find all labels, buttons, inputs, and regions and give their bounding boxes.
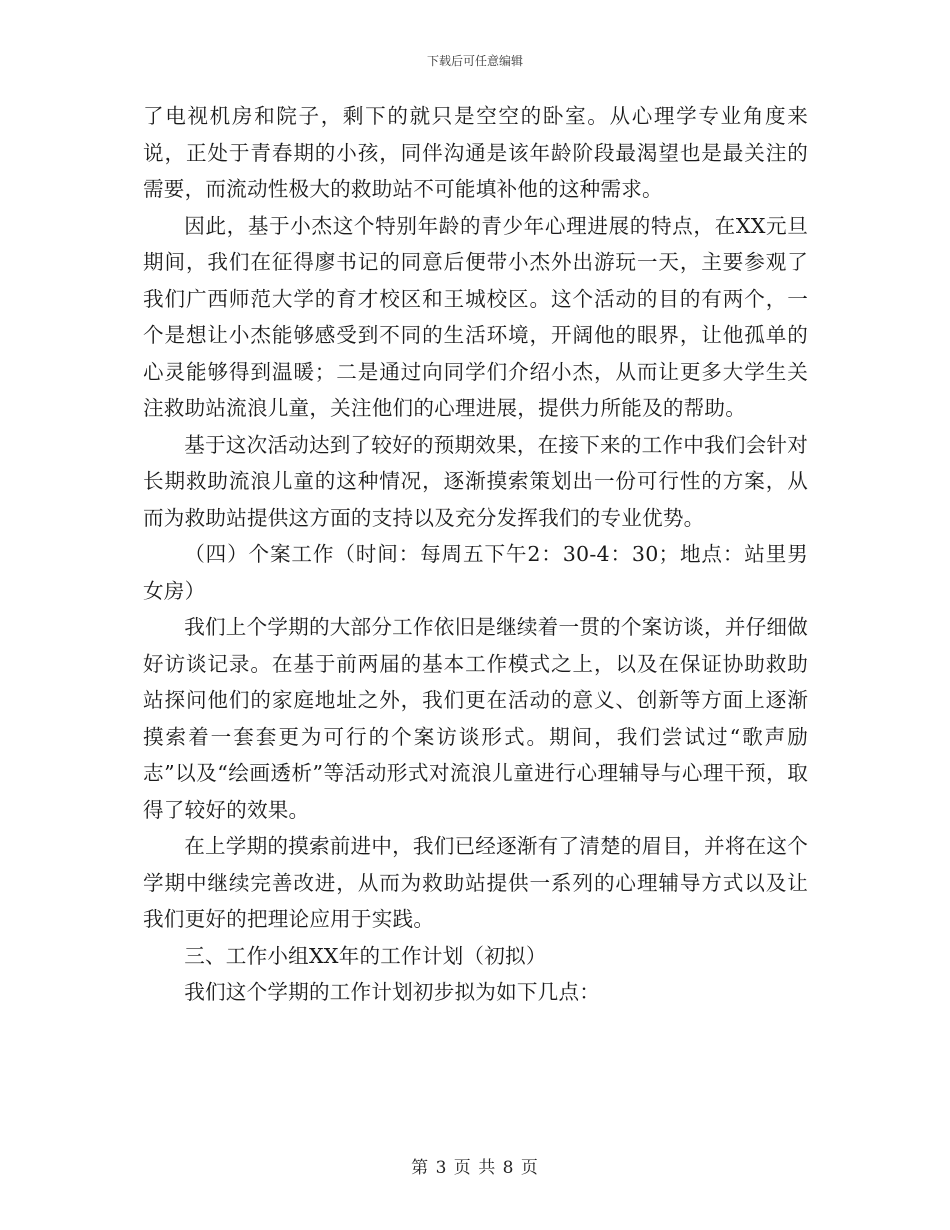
paragraph: 了电视机房和院子，剩下的就只是空空的卧室。从心理学专业角度来说，正处于青春期的小孩，同伴沟通是该年龄阶段最渴望也是最关注的需要，而流动性极大的救助站不可能填补他的这种需求。: [143, 104, 808, 201]
paragraph: 基于这次活动达到了较好的预期效果，在接下来的工作中我们会针对长期救助流浪儿童的这种情况，逐渐摸索策划出一份可行性的方案，从而为救助站提供这方面的支持以及充分发挥我们的专业优势。: [143, 432, 808, 530]
page-number: 第 3 页 共 8 页: [411, 1158, 539, 1178]
paragraph: 因此，基于小杰这个特别年龄的青少年心理进展的特点，在XX元旦期间，我们在征得廖书记的同意后便带小杰外出游玩一天，主要参观了我们广西师范大学的育才校区和王城校区。这个活动的目的有两个，一个是想让小杰能够感受到不同的生活环境，开阔他的眼界，让他孤单的心灵能够得到温暖；二是通过向同学们介绍小杰，从而让更多大学生关注救助站流浪儿童，关注他们的心理进展，提供力所能及的帮助。: [143, 213, 808, 420]
paragraph: 在上学期的摸索前进中，我们已经逐渐有了清楚的眉目，并将在这个学期中继续完善改进，从而为救助站提供一系列的心理辅导方式以及让我们更好的把理论应用于实践。: [143, 834, 808, 931]
document-body: [143, 98, 808, 1011]
paragraph: 我们这个学期的工作计划初步拟为如下几点：: [184, 980, 601, 1004]
page-header: 下载后可任意编辑: [426, 54, 523, 68]
section-heading: （四）个案工作（时间：每周五下午2：30-4：30；地点：站里男女房）: [143, 542, 808, 603]
section-heading: 三、工作小组XX年的工作计划（初拟）: [184, 943, 547, 968]
paragraph: 我们上个学期的大部分工作依旧是继续着一贯的个案访谈，并仔细做好访谈记录。在基于前两届的基本工作模式之上，以及在保证协助救助站探问他们的家庭地址之外，我们更在活动的意义、创新等方面上逐渐摸索着一套套更为可行的个案访谈形式。期间，我们尝试过“歌声励志”以及“绘画透析”等活动形式对流浪儿童进行心理辅导与心理干预，取得了较好的效果。: [143, 615, 808, 822]
